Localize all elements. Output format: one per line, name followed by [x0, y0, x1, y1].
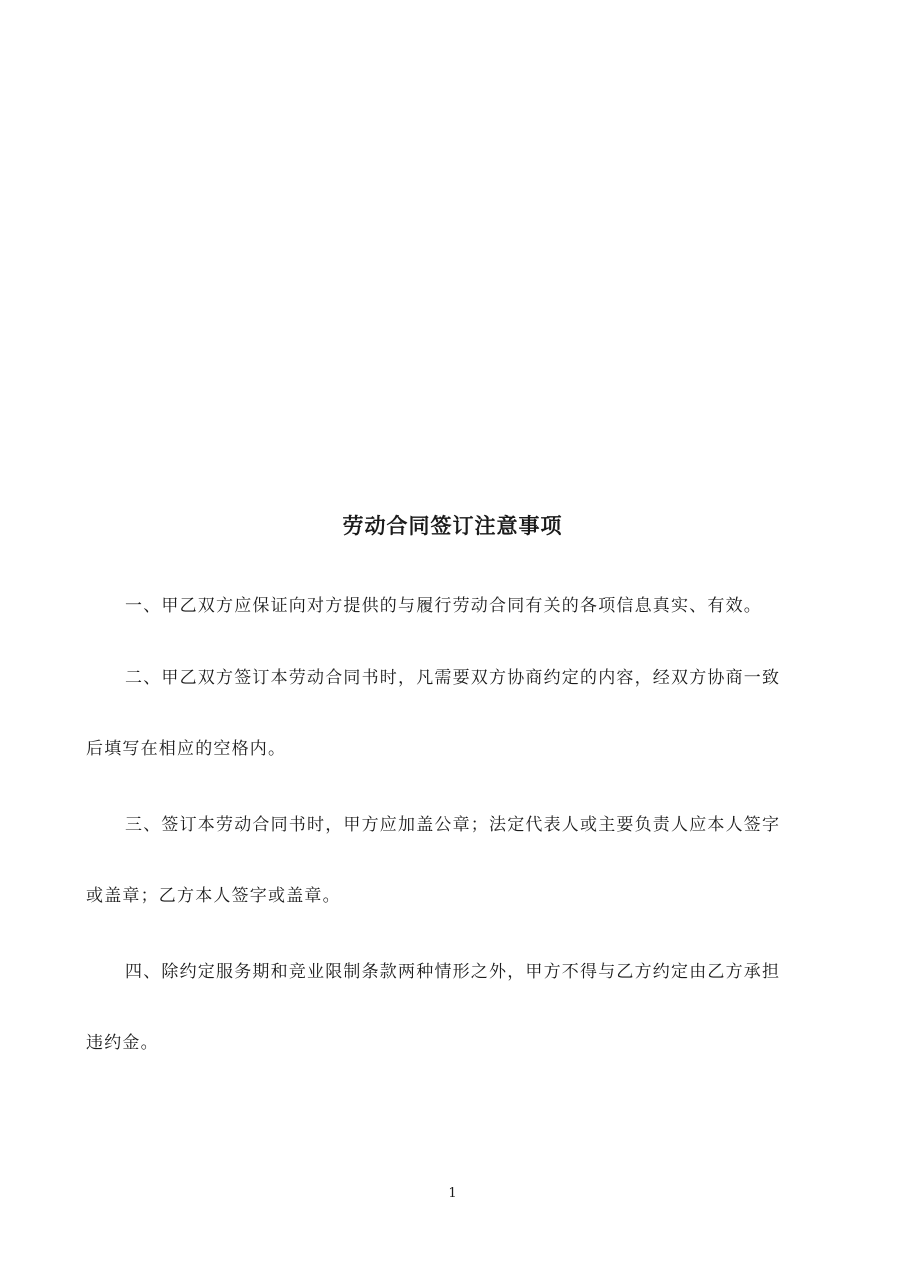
item-4-line-1: 四、除约定服务期和竞业限制条款两种情形之外，甲方不得与乙方约定由乙方承担: [125, 962, 781, 982]
item-2-line-1: 二、甲乙双方签订本劳动合同书时，凡需要双方协商约定的内容，经双方协商一致: [125, 668, 781, 688]
page-number: 1: [448, 1186, 457, 1201]
item-2-line-2: 后填写在相应的空格内。: [86, 739, 287, 759]
item-4-line-2: 违约金。: [86, 1033, 159, 1053]
document-title: 劳动合同签订注意事项: [342, 513, 563, 538]
item-1-line-1: 一、甲乙双方应保证向对方提供的与履行劳动合同有关的各项信息真实、有效。: [125, 596, 762, 616]
item-3-line-1: 三、签订本劳动合同书时，甲方应加盖公章；法定代表人或主要负责人应本人签字: [125, 815, 781, 835]
item-3-line-2: 或盖章；乙方本人签字或盖章。: [86, 886, 341, 906]
